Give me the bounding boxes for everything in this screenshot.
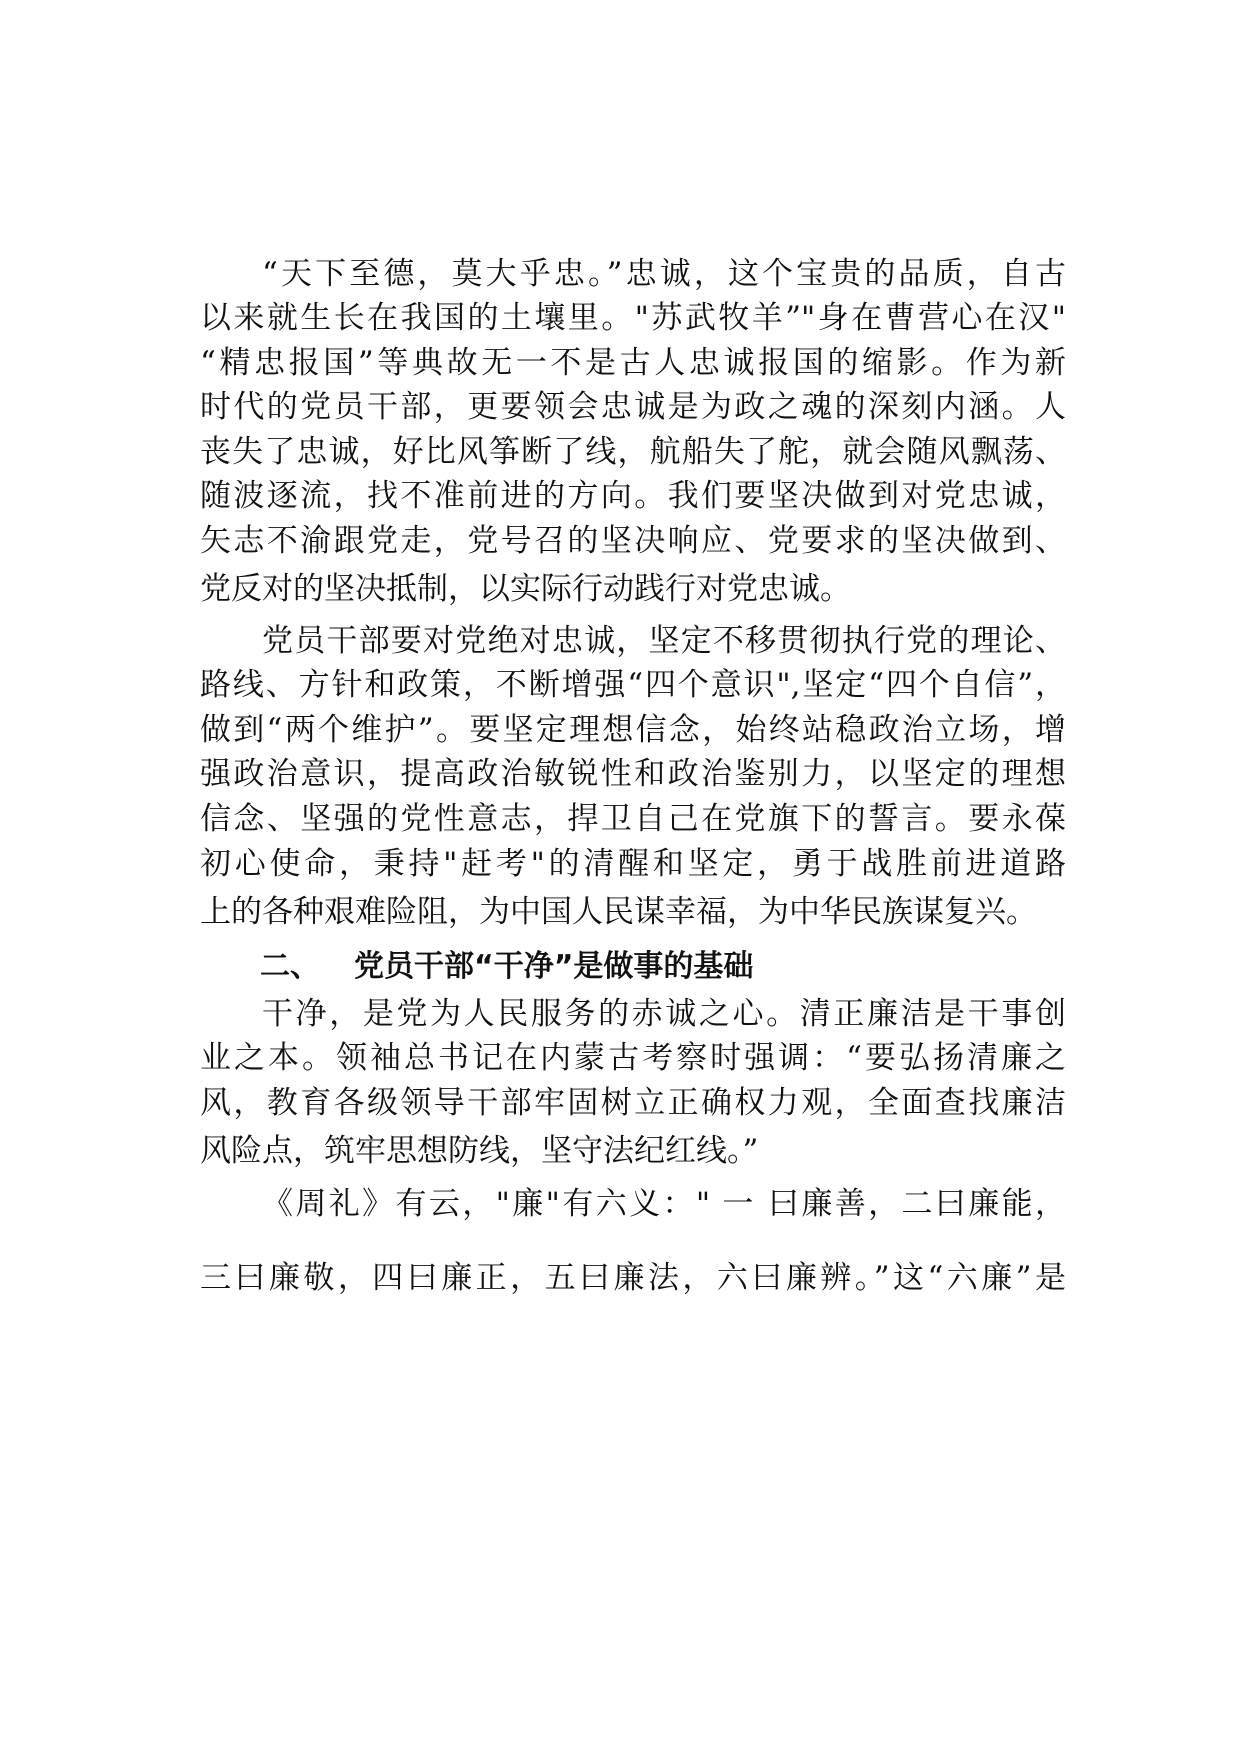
paragraph-1-line-2: 以来就生长在我国的土壤里。"苏武牧羊”"身在曹营心在汉" <box>200 300 1066 336</box>
section-heading <box>260 945 753 989</box>
paragraph-2-line-7: 上的各种艰难险阻，为中国人民谋幸福，为中华民族谋复兴。 <box>200 894 1037 930</box>
paragraph-1-line-3: “精忠报国”等典故无一不是古人忠诚报国的缩影。作为新 <box>200 345 1066 381</box>
paragraph-4-line-1: 《周礼》有云，"廉"有六义：" 一 曰廉善，二曰廉能， <box>262 1186 1066 1222</box>
paragraph-2-line-2: 路线、方针和政策，不断增强“四个意识",坚定“四个自信”， <box>200 667 1066 703</box>
section-heading-text: 党员干部“干净”是做事的基础 <box>354 949 754 984</box>
section-heading-number: 二、 <box>260 949 320 984</box>
paragraph-2-line-1: 党员干部要对党绝对忠诚，坚定不移贯彻执行党的理论、 <box>262 623 1066 659</box>
paragraph-3-line-4: 风险点，筑牢思想防线，坚守法纪红线。” <box>200 1133 759 1169</box>
paragraph-3-line-1: 干净，是党为人民服务的赤诚之心。清正廉洁是干事创 <box>262 996 1066 1032</box>
paragraph-2-line-3: 做到“两个维护”。要坚定理想信念，始终站稳政治立场，增 <box>200 712 1066 748</box>
paragraph-4-line-2: 三曰廉敬，四曰廉正，五曰廉法，六曰廉辨。”这“六廉”是 <box>200 1260 1066 1296</box>
paragraph-1-line-6: 随波逐流，找不准前进的方向。我们要坚决做到对党忠诚， <box>200 478 1066 514</box>
paragraph-1-line-7: 矢志不渝跟党走，党号召的坚决响应、党要求的坚决做到、 <box>200 523 1066 559</box>
paragraph-2-line-4: 强政治意识，提高政治敏锐性和政治鉴别力，以坚定的理想 <box>200 756 1066 792</box>
paragraph-1-line-8: 党反对的坚决抵制，以实际行动践行对党忠诚。 <box>200 571 851 607</box>
paragraph-2-line-6: 初心使命，秉持"赶考"的清醒和坚定，勇于战胜前进道路 <box>200 846 1066 882</box>
paragraph-1-line-4: 时代的党员干部，更要领会忠诚是为政之魂的深刻内涵。人 <box>200 389 1066 425</box>
paragraph-2-line-5: 信念、坚强的党性意志，捍卫自己在党旗下的誓言。要永葆 <box>200 801 1066 837</box>
paragraph-3-line-3: 风，教育各级领导干部牢固树立正确权力观，全面查找廉洁 <box>200 1085 1066 1121</box>
paragraph-3-line-2: 业之本。领袖总书记在内蒙古考察时强调：“要弘扬清廉之 <box>200 1040 1066 1076</box>
paragraph-1-line-1: “天下至德，莫大乎忠。”忠诚，这个宝贵的品质，自古 <box>262 256 1066 292</box>
paragraph-1-line-5: 丧失了忠诚，好比风筝断了线，航船失了舵，就会随风飘荡、 <box>200 434 1066 470</box>
